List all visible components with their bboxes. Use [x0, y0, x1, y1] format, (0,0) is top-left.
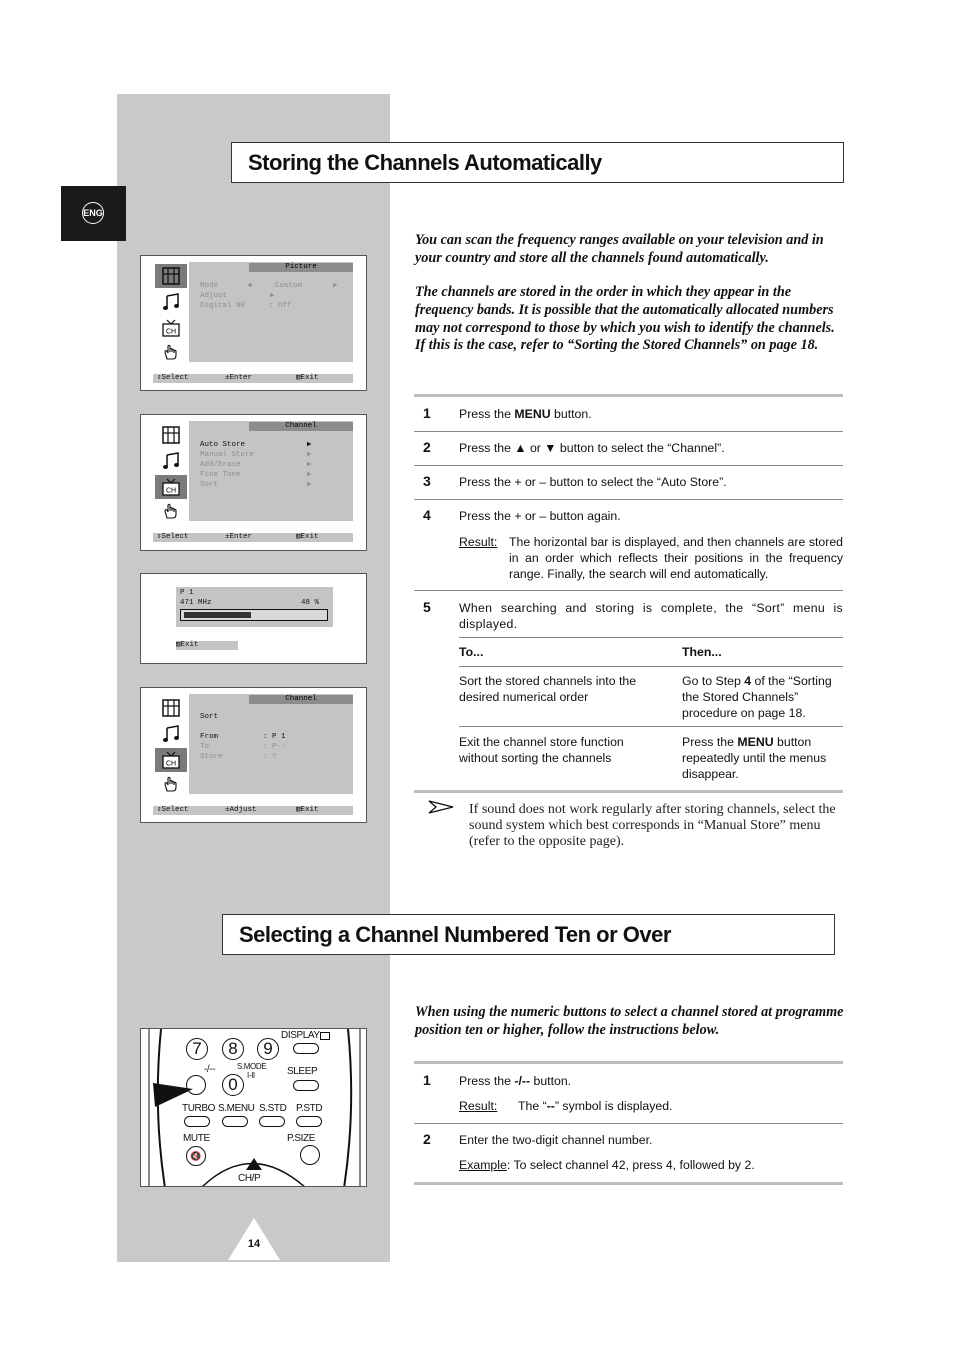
- step-number: 1: [423, 405, 431, 421]
- remote-control-illustration: [140, 1028, 367, 1187]
- picture-icon: [155, 423, 187, 447]
- dash-label: -/--: [204, 1064, 216, 1075]
- menu-row-selected: Auto Store: [200, 441, 246, 449]
- table-cell-to: Exit the channel store function without sorting the channels: [459, 735, 624, 765]
- divider: [414, 465, 843, 466]
- psize-label: P.SIZE: [287, 1133, 315, 1144]
- chp-label: CH/P: [238, 1173, 261, 1184]
- display-label: DISPLAY: [281, 1030, 320, 1041]
- display-button: [293, 1043, 319, 1054]
- remote-button-0: 0: [222, 1074, 244, 1096]
- sound-icon: [155, 722, 187, 746]
- remote-button-9: 9: [257, 1038, 279, 1060]
- pstd-label: P.STD: [296, 1103, 323, 1114]
- menu-arrow: ▶: [307, 451, 312, 459]
- language-tab: [61, 186, 126, 241]
- table-header-then: Then...: [682, 645, 722, 659]
- smenu-label: S.MENU: [218, 1103, 255, 1114]
- progress-bar-fill: [184, 612, 251, 618]
- exit-hint: ▥Exit: [176, 641, 238, 650]
- turbo-button: [184, 1116, 210, 1127]
- tv-screen-auto-store-progress: [140, 573, 367, 664]
- section-title-auto-store: Storing the Channels Automatically: [231, 142, 844, 183]
- intro-paragraph-1: You can scan the frequency ranges available on your television and in your country and store all the channels found automatically.: [415, 232, 824, 266]
- divider: [414, 394, 843, 397]
- step-text: Press the -/-- button.: [459, 1074, 572, 1088]
- sleep-label: SLEEP: [287, 1066, 318, 1077]
- table-rule: [459, 637, 843, 638]
- mute-label: MUTE: [183, 1133, 210, 1144]
- sstd-label: S.STD: [259, 1103, 287, 1114]
- menu-arrow: ▶: [307, 481, 312, 489]
- progress-bar: [180, 609, 328, 621]
- picture-icon: [155, 264, 187, 288]
- note-arrow-icon: [428, 800, 454, 814]
- menu-arrow: ▶: [307, 441, 312, 449]
- menu-header: Picture: [249, 263, 353, 272]
- sleep-button: [293, 1080, 319, 1091]
- menu-arrow: ▶: [333, 282, 338, 290]
- menu-footer: ⇕Select ±Adjust ▥Exit: [153, 806, 353, 815]
- menu-row: Manual Store: [200, 451, 255, 459]
- channel-icon: [155, 316, 187, 340]
- sstd-button: [259, 1116, 285, 1127]
- table-cell-to: Sort the stored channels into the desired numerical order: [459, 674, 637, 704]
- table-cell-then: Go to Step 4 of the “Sorting the Stored Channels” procedure on page 18.: [682, 674, 832, 720]
- smode-label: S.MODE: [237, 1062, 267, 1071]
- result-text: The “--” symbol is displayed.: [518, 1099, 673, 1113]
- smenu-button: [222, 1116, 248, 1127]
- table-cell-then: Press the MENU button repeatedly until the menus disappear.: [682, 735, 827, 781]
- table-rule: [459, 726, 843, 727]
- channel-icon: [155, 475, 187, 499]
- divider: [414, 1123, 843, 1124]
- step-number: 2: [423, 1131, 431, 1147]
- channel-icon: [155, 748, 187, 772]
- menu-row: Digital NR: [200, 302, 246, 310]
- svg-text:CH: CH: [165, 760, 177, 768]
- sort-title: Sort: [200, 713, 219, 721]
- menu-header: Channel: [249, 422, 353, 431]
- step-text: When searching and storing is complete, the “Sort” menu is displayed.: [459, 601, 843, 631]
- step-number: 2: [423, 439, 431, 455]
- result-label: Result:: [459, 1099, 498, 1113]
- step-text: Press the ▲ or ▼ button to select the “Channel”.: [459, 441, 725, 455]
- sound-icon: [155, 449, 187, 473]
- section-title-two-digit: Selecting a Channel Numbered Ten or Over: [222, 914, 835, 955]
- menu-row: Store: [200, 753, 223, 761]
- menu-row-selected: From: [200, 733, 219, 741]
- smode-sub-label: I-II: [247, 1071, 255, 1080]
- result-text: The horizontal bar is displayed, and then channels are stored in an order which reflects their positions in the frequency range. Finally, the search will end automatically.: [509, 535, 843, 581]
- step-number: 4: [423, 507, 431, 523]
- remote-button-7: 7: [186, 1038, 208, 1060]
- step-text: Press the + or – button again.: [459, 509, 621, 523]
- menu-arrow: ▶: [270, 292, 275, 300]
- sound-icon: [155, 290, 187, 314]
- table-rule: [459, 666, 843, 667]
- psize-button: [300, 1145, 320, 1165]
- divider: [414, 1061, 843, 1064]
- tv-screen-channel-menu: [140, 414, 367, 551]
- svg-text:CH: CH: [165, 487, 177, 495]
- menu-arrow: ▶: [307, 471, 312, 479]
- example-text: Example: To select channel 42, press 4, followed by 2.: [459, 1158, 755, 1172]
- note-text: If sound does not work regularly after storing channels, select the sound system which best corresponds in “Manual Store” menu (refer to the opposite page).: [469, 802, 836, 849]
- menu-footer: ⇕Select ±Enter ▥Exit: [153, 374, 353, 383]
- menu-footer: ⇕Select ±Enter ▥Exit: [153, 533, 353, 542]
- frequency-label: 471 MHz: [180, 599, 212, 607]
- picture-icon: [155, 696, 187, 720]
- step-text: Press the MENU button.: [459, 407, 592, 421]
- table-header-to: To...: [459, 645, 484, 659]
- step-number: 3: [423, 473, 431, 489]
- menu-arrow: ▶: [307, 461, 312, 469]
- step-text: Enter the two-digit channel number.: [459, 1133, 653, 1147]
- setup-hand-icon: [155, 340, 187, 364]
- menu-row: Adjust: [200, 292, 228, 300]
- menu-header: Channel: [249, 695, 353, 704]
- percent-label: 48 %: [301, 599, 320, 607]
- tv-screen-sort-menu: [140, 687, 367, 823]
- divider: [414, 431, 843, 432]
- page-number: 14: [247, 1238, 261, 1250]
- setup-hand-icon: [155, 499, 187, 523]
- result-label: Result:: [459, 535, 498, 549]
- step-number: 5: [423, 599, 431, 615]
- menu-row: Sort: [200, 481, 219, 489]
- menu-row: Mode: [200, 282, 219, 290]
- step-number: 1: [423, 1072, 431, 1088]
- divider: [414, 1182, 843, 1185]
- svg-text:CH: CH: [165, 328, 177, 336]
- tv-screen-picture-menu: [140, 255, 367, 391]
- pstd-button: [296, 1116, 322, 1127]
- programme-label: P 1: [180, 589, 194, 597]
- language-badge: ENG: [82, 202, 104, 224]
- menu-value: Custom: [275, 282, 303, 290]
- intro-paragraph-2: The channels are stored in the order in which they appear in the frequency bands. It is possible that the automatically allocated numbers may not correspond to those by which you wish to identify the channels. If this is the case, refer to “Sorting the Stored Channels” on page 18.: [415, 284, 835, 354]
- step-text: Press the + or – button to select the “Auto Store”.: [459, 475, 727, 489]
- intro-paragraph-3: When using the numeric buttons to select a channel stored at programme position ten or higher, follow the instructions below.: [415, 1004, 844, 1038]
- menu-row: Fine Tune: [200, 471, 241, 479]
- menu-value: : ?: [263, 753, 277, 761]
- menu-value: : P--: [263, 743, 286, 751]
- menu-value: : Off: [269, 302, 292, 310]
- menu-arrow: ◀: [247, 282, 252, 290]
- menu-row: Add/Erase: [200, 461, 241, 469]
- setup-hand-icon: [155, 772, 187, 796]
- turbo-label: TURBO: [182, 1103, 216, 1114]
- divider: [414, 590, 843, 591]
- display-icon: [320, 1032, 330, 1040]
- divider: [414, 499, 843, 500]
- mute-button: 🔇: [186, 1146, 206, 1166]
- channel-up-arrow-icon: [245, 1157, 263, 1171]
- menu-row: To: [200, 743, 210, 751]
- divider: [414, 790, 843, 793]
- menu-value: : P 1: [263, 733, 286, 741]
- dash-button: [186, 1075, 206, 1095]
- remote-button-8: 8: [222, 1038, 244, 1060]
